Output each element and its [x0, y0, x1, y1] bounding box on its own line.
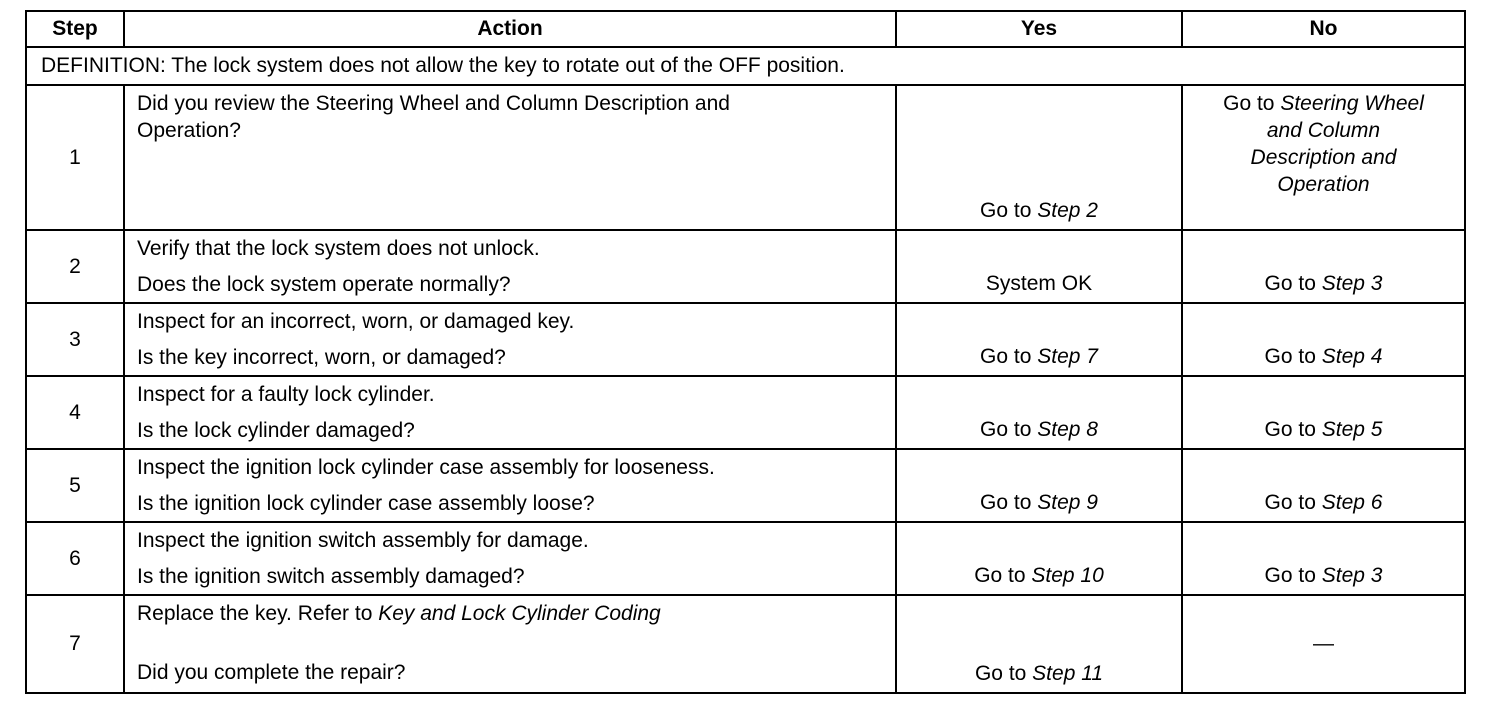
table-row [26, 303, 1465, 376]
action-line: Did you complete the repair? [137, 661, 406, 684]
step-number: 7 [26, 595, 124, 693]
no-ref-link[interactable]: Steering Wheel [1280, 92, 1424, 115]
action-cell [124, 376, 896, 449]
header-action: Action [124, 11, 896, 47]
no-step-link[interactable]: Step 4 [1321, 345, 1383, 368]
action-line: Verify that the lock system does not unlock. [137, 237, 540, 260]
step-number: 2 [26, 230, 124, 303]
action-line: Is the ignition switch assembly damaged? [137, 565, 525, 588]
header-step: Step [26, 11, 124, 47]
yes-step-link[interactable]: Step 11 [1032, 662, 1104, 685]
yes-step-link[interactable]: Step 10 [1031, 564, 1104, 587]
no-prefix: Go to [1264, 345, 1322, 368]
action-line: Inspect the ignition lock cylinder case assembly for looseness. [137, 456, 715, 479]
no-cell [1182, 595, 1465, 693]
yes-prefix: Go to [980, 418, 1038, 441]
action-line: Is the ignition lock cylinder case assembly loose? [137, 492, 595, 515]
table-row [26, 449, 1465, 522]
no-ref-link[interactable]: Description and [1250, 146, 1397, 169]
yes-prefix: Go to [980, 199, 1038, 222]
no-ref-link[interactable]: and Column [1266, 119, 1381, 142]
action-line: Did you review the Steering Wheel and Column Description and [137, 92, 730, 115]
action-cell [124, 449, 896, 522]
yes-cell [896, 376, 1182, 449]
step-number: 5 [26, 449, 124, 522]
yes-cell [896, 85, 1182, 230]
no-prefix: Go to [1264, 272, 1322, 295]
yes-cell [896, 449, 1182, 522]
yes-prefix: Go to [974, 564, 1032, 587]
yes-cell [896, 230, 1182, 303]
definition-text: DEFINITION: The lock system does not allow the key to rotate out of the OFF position. [26, 47, 1465, 85]
no-cell [1182, 85, 1465, 230]
yes-step-link[interactable]: Step 8 [1037, 418, 1098, 441]
no-cell [1182, 449, 1465, 522]
no-cell [1182, 230, 1465, 303]
header-row [26, 11, 1465, 47]
yes-text: System OK [985, 272, 1093, 295]
no-cell [1182, 522, 1465, 595]
step-number: 4 [26, 376, 124, 449]
diagnostic-table [25, 10, 1466, 694]
yes-step-link[interactable]: Step 2 [1037, 199, 1098, 222]
action-line: Is the key incorrect, worn, or damaged? [137, 346, 506, 369]
table-row [26, 230, 1465, 303]
table-row [26, 522, 1465, 595]
no-step-link[interactable]: Step 6 [1321, 491, 1383, 514]
no-dash: — [1313, 632, 1334, 655]
action-cell [124, 522, 896, 595]
action-cell [124, 303, 896, 376]
yes-prefix: Go to [974, 662, 1033, 685]
action-line: Does the lock system operate normally? [137, 273, 511, 296]
action-line: Is the lock cylinder damaged? [137, 419, 415, 442]
step-number: 3 [26, 303, 124, 376]
yes-cell [896, 522, 1182, 595]
no-ref-link[interactable]: Operation [1277, 173, 1370, 196]
yes-step-link[interactable]: Step 7 [1037, 345, 1098, 368]
action-cell [124, 85, 896, 230]
yes-step-link[interactable]: Step 9 [1037, 491, 1098, 514]
action-line: Operation? [137, 119, 241, 142]
action-line: Inspect for a faulty lock cylinder. [137, 383, 435, 406]
no-prefix: Go to [1264, 418, 1322, 441]
yes-prefix: Go to [980, 345, 1038, 368]
action-line: Replace the key. Refer to [137, 602, 379, 625]
yes-prefix: Go to [980, 491, 1038, 514]
no-step-link[interactable]: Step 3 [1321, 272, 1383, 295]
step-number: 1 [26, 85, 124, 230]
action-line: Inspect for an incorrect, worn, or damaged key. [137, 310, 575, 333]
action-cell [124, 595, 896, 693]
no-cell [1182, 303, 1465, 376]
no-prefix: Go to [1264, 491, 1322, 514]
table-row [26, 595, 1465, 693]
header-no: No [1182, 11, 1465, 47]
no-prefix: Go to [1223, 92, 1281, 115]
no-prefix: Go to [1264, 564, 1322, 587]
table-row [26, 376, 1465, 449]
action-cell [124, 230, 896, 303]
action-ref-link[interactable]: Key and Lock Cylinder Coding [378, 602, 661, 625]
no-step-link[interactable]: Step 5 [1321, 418, 1383, 441]
step-number: 6 [26, 522, 124, 595]
no-cell [1182, 376, 1465, 449]
no-step-link[interactable]: Step 3 [1321, 564, 1383, 587]
yes-cell [896, 595, 1182, 693]
header-yes: Yes [896, 11, 1182, 47]
definition-row [26, 47, 1465, 85]
table-row [26, 85, 1465, 230]
yes-cell [896, 303, 1182, 376]
action-line: Inspect the ignition switch assembly for damage. [137, 529, 589, 552]
